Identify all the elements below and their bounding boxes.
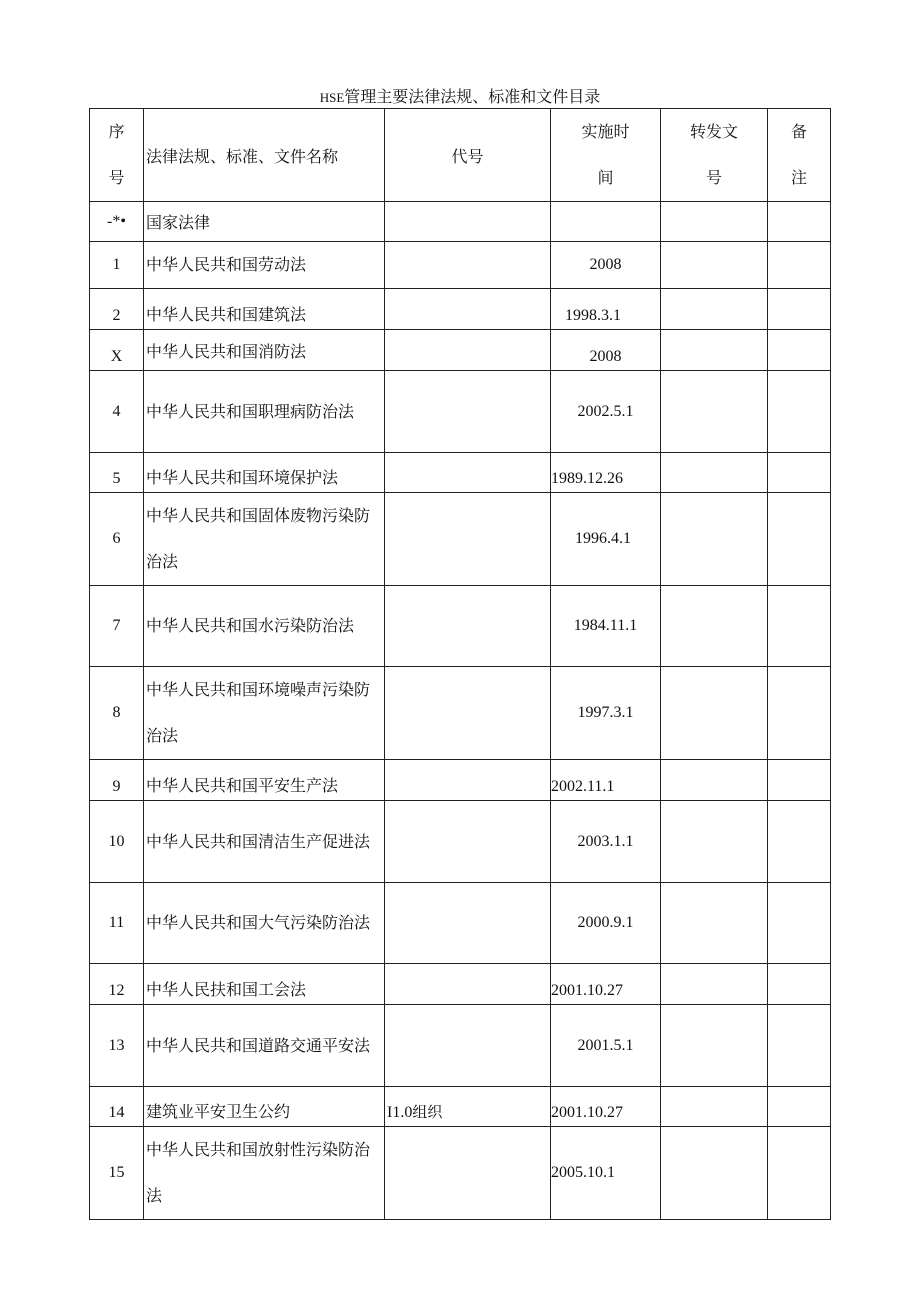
row-no: 12 [90,964,144,1005]
row-date: 1996.4.1 [551,493,661,586]
row-name: 中华人民共和国大气污染防治法 [144,883,385,964]
header-doc-no: 转发文 号 [661,109,768,202]
row-name: 中华人民共和国环境保护法 [144,453,385,493]
header-no: 序 号 [90,109,144,202]
row-no: X [90,330,144,371]
row-date: 2000.9.1 [551,883,661,964]
table-row [90,760,831,801]
page-title [0,84,920,107]
row-code: I1.0组织 [385,1087,551,1127]
table-row [90,242,831,289]
regulations-table [89,108,831,1220]
row-no: 13 [90,1005,144,1087]
row-no: 1 [90,242,144,289]
row-name: 中华人民共和国消防法 [144,330,385,371]
table-row [90,586,831,667]
row-name: 中华人民共和国放射性污染防治法 [144,1127,385,1220]
title-prefix: HSE [319,90,345,105]
section-no: -*• [90,202,144,242]
row-no: 14 [90,1087,144,1127]
row-name: 中华人民扶和国工会法 [144,964,385,1005]
row-date: 2005.10.1 [551,1127,661,1220]
row-date: 1984.11.1 [551,586,661,667]
row-no: 10 [90,801,144,883]
table-row [90,667,831,760]
section-row [90,202,831,242]
table-row [90,1087,831,1127]
table-row [90,289,831,330]
table-row [90,1127,831,1220]
header-remark: 备 注 [768,109,831,202]
row-date: 2001.10.27 [551,964,661,1005]
table-row [90,1005,831,1087]
table-row [90,801,831,883]
table-row [90,371,831,453]
row-name: 中华人民共和国平安生产法 [144,760,385,801]
table-row [90,964,831,1005]
row-no: 8 [90,667,144,760]
row-no: 11 [90,883,144,964]
row-name: 中华人民共和国环境噪声污染防治法 [144,667,385,760]
row-date: 1989.12.26 [551,453,661,493]
row-remark [768,242,831,289]
row-date: 2008 [551,330,661,371]
table-row [90,493,831,586]
row-no: 15 [90,1127,144,1220]
row-name: 中华人民共和国道路交通平安法 [144,1005,385,1087]
row-code [385,242,551,289]
row-name: 中华人民共和国固体废物污染防治法 [144,493,385,586]
row-no: 2 [90,289,144,330]
table-row [90,453,831,493]
row-date: 1998.3.1 [551,289,661,330]
row-name: 中华人民共和国水污染防治法 [144,586,385,667]
row-name: 中华人民共和国建筑法 [144,289,385,330]
section-name: 国家法律 [144,202,385,242]
row-date: 2003.1.1 [551,801,661,883]
row-no: 5 [90,453,144,493]
row-date: 2002.11.1 [551,760,661,801]
row-date: 2008 [551,242,661,289]
header-row [90,109,831,202]
row-no: 6 [90,493,144,586]
row-date: 2001.5.1 [551,1005,661,1087]
title-text: 管理主要法律法规、标准和文件目录 [344,87,601,106]
table-row [90,883,831,964]
row-no: 9 [90,760,144,801]
table-row [90,330,831,371]
row-no: 7 [90,586,144,667]
row-date: 1997.3.1 [551,667,661,760]
row-doc [661,242,768,289]
row-date: 2002.5.1 [551,371,661,453]
row-name: 中华人民共和国清洁生产促进法 [144,801,385,883]
row-name: 中华人民共和国劳动法 [144,242,385,289]
header-time: 实施时 间 [551,109,661,202]
header-code: 代号 [385,109,551,202]
header-name: 法律法规、标准、文件名称 [144,109,385,202]
row-name: 中华人民共和国职理病防治法 [144,371,385,453]
row-no: 4 [90,371,144,453]
row-name: 建筑业平安卫生公约 [144,1087,385,1127]
row-date: 2001.10.27 [551,1087,661,1127]
